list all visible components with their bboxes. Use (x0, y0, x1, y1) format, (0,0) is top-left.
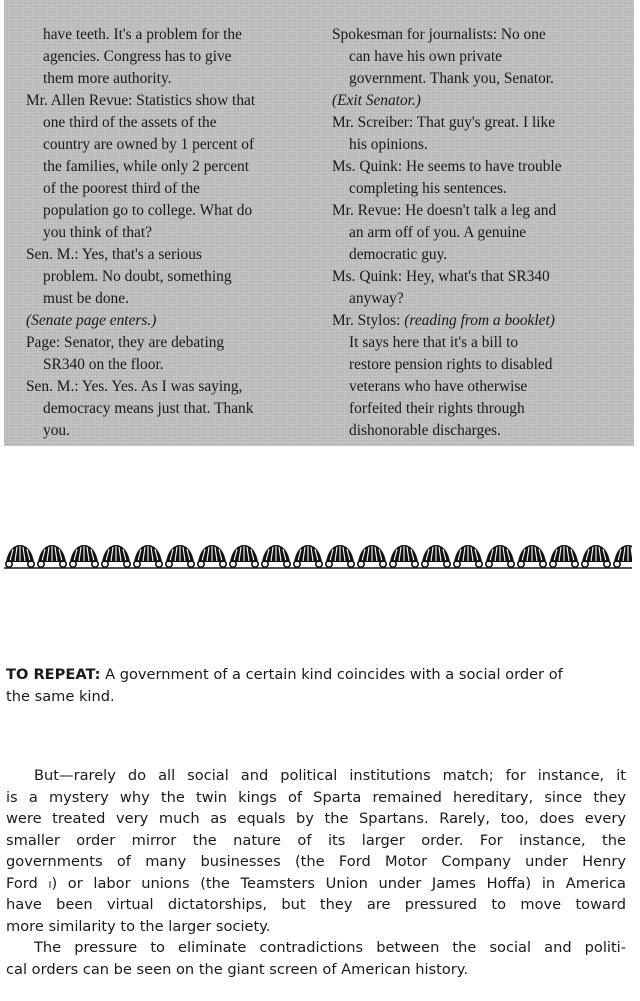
ornament-motif (164, 545, 196, 568)
paragraph-line: cal orders can be seen on the giant screen of American history. (6, 960, 468, 978)
paragraph-line: were treated very much as equals by the Spartans. Rarely, too, does every (6, 810, 626, 827)
dialogue-line: must be done. (43, 290, 129, 307)
repeat-label: TO REPEAT: (6, 666, 101, 683)
dialogue-line (332, 310, 632, 332)
dialogue-line: his opinions. (349, 136, 428, 153)
dialogue-line: democracy means just that. Thank (43, 400, 254, 417)
ornament-motif (612, 545, 632, 568)
dialogue-line: It says here that it's a bill to (349, 334, 519, 351)
repeat-statement (6, 664, 626, 707)
paragraph-line: more similarity to the larger society. (6, 917, 271, 935)
paragraph-line: The pressure to eliminate contradictions between the social and politi- (34, 939, 626, 956)
dialogue-line: can have his own private (349, 48, 502, 65)
speaker-name: Mr. Stylos: (332, 312, 401, 329)
paragraph-line: have been virtual dictatorships, but they are pressured to move toward (6, 896, 626, 913)
dialogue-right-column (332, 24, 632, 442)
ornament-motif (132, 545, 164, 568)
dialogue-line: forfeited their rights through (349, 400, 525, 417)
ornament-motif (356, 545, 388, 568)
ornament-motif (100, 545, 132, 568)
ornament-motif (292, 545, 324, 568)
paragraph-line: Ford i) or labor unions (the Teamsters Union under James Hoffa) in America (6, 874, 627, 892)
dialogue-line: Spokesman for journalists: No one (332, 26, 546, 43)
ornament-motif (452, 545, 484, 568)
dialogue-line: one third of the assets of the (43, 114, 217, 131)
dialogue-line: population go to college. What do (43, 202, 253, 219)
dialogue-line: of the poorest third of the (43, 180, 200, 197)
dialogue-line: have teeth. It's a problem for the (43, 26, 242, 43)
dialogue-line: you think of that? (43, 224, 152, 241)
dialogue-line: an arm off of you. A genuine (349, 224, 527, 241)
dialogue-line: Sen. M.: Yes. Yes. As I was saying, (26, 378, 243, 395)
dialogue-line: restore pension rights to disabled (349, 356, 553, 373)
dialogue-line: Mr. Screiber: That guy's great. I like (332, 114, 556, 131)
ornament-motif (4, 545, 36, 568)
stage-direction: (Exit Senator.) (332, 92, 421, 109)
dialogue-left-column (26, 24, 321, 442)
dialogue-line: Mr. Revue: He doesn't talk a leg and (332, 202, 557, 219)
dialogue-line: the families, while only 2 percent (43, 158, 250, 175)
dialogue-line: country are owned by 1 percent of (43, 136, 255, 153)
dialogue-line: completing his sentences. (349, 180, 507, 197)
dialogue-line: Sen. M.: Yes, that's a serious (26, 246, 202, 263)
ornament-motif (516, 545, 548, 568)
dialogue-line: Ms. Quink: Hey, what's that SR340 (332, 268, 550, 285)
stage-direction: (Senate page enters.) (26, 312, 157, 329)
paragraph-line: governments of many businesses (the Ford Motor Company under Henry (6, 853, 626, 870)
paragraph-1 (6, 765, 626, 937)
stage-direction: (reading from a booklet) (404, 312, 555, 329)
dialogue-line: problem. No doubt, something (43, 268, 232, 285)
ornamental-border (4, 540, 632, 570)
ford-prefix: Ford (6, 874, 38, 892)
paragraph-line: is a mystery why the twin kings of Sparta remained hereditary, since they (6, 788, 626, 806)
paragraph-text: or labor unions (the Teamsters Union under James Hoffa) in America (67, 874, 627, 892)
dialogue-line: Page: Senator, they are debating (26, 334, 225, 351)
ford-numeral: i (48, 874, 52, 892)
dialogue-line: Mr. Allen Revue: Statistics show that (26, 92, 256, 109)
dialogue-line: agencies. Congress has to give (43, 48, 232, 65)
dialogue-line: SR340 on the floor. (43, 356, 164, 373)
ornament-motif (484, 545, 516, 568)
repeat-text: the same kind. (6, 687, 115, 705)
repeat-text: A government of a certain kind coincides with a social order of (105, 666, 563, 683)
dialogue-line: dishonorable discharges. (349, 422, 501, 439)
ornament-motif (548, 545, 580, 568)
dialogue-line: government. Thank you, Senator. (349, 70, 554, 87)
dialogue-line: Ms. Quink: He seems to have trouble (332, 158, 562, 175)
paragraph-line: But—rarely do all social and political institutions match; for instance, it (34, 767, 626, 784)
ornament-motif (580, 545, 612, 568)
dialogue-panel (4, 0, 634, 446)
ornament-motif (420, 545, 452, 568)
paragraph-2 (6, 937, 626, 980)
ornament-motif (196, 545, 228, 568)
dialogue-line: democratic guy. (349, 246, 448, 263)
ornament-motif (228, 545, 260, 568)
ornament-motif (388, 545, 420, 568)
ornament-motif (36, 545, 68, 568)
dialogue-line: you. (43, 422, 70, 439)
ornament-motif (260, 545, 292, 568)
ornament-motif (324, 545, 356, 568)
dialogue-line: them more authority. (43, 70, 172, 87)
ornament-motif (68, 545, 100, 568)
dialogue-line: anyway? (349, 290, 404, 307)
paragraph-line: smaller order mirror the nature of its larger order. For instance, the (6, 831, 626, 849)
dialogue-line: veterans who have otherwise (349, 378, 528, 395)
